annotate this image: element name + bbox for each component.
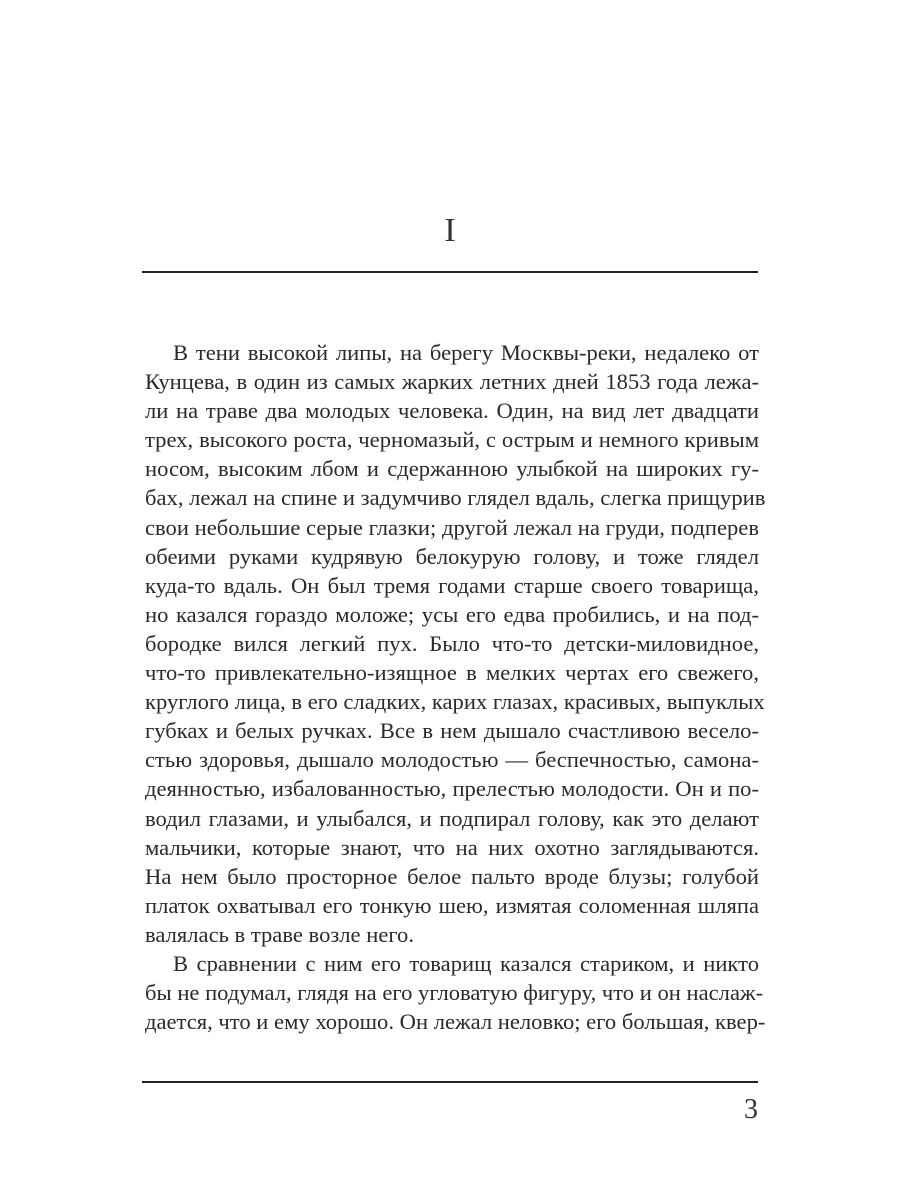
text-line: обеими руками кудрявую белокурую голову, и тоже глядел (145, 543, 759, 569)
text-line: В сравнении с ним его товарищ казался стариком, и никто (173, 950, 759, 976)
paragraph (145, 338, 766, 949)
text-line: трех, высокого роста, черномазый, с острым и немного кривым (145, 427, 759, 453)
footer-rule (142, 1081, 758, 1083)
body-text (145, 338, 766, 1036)
text-line: свои небольшие серые глазки; другой лежал на груди, подперев (145, 514, 759, 540)
text-line: бах, лежал на спине и задумчиво глядел вдаль, слегка прищурив (145, 485, 766, 511)
text-line: дается, что и ему хорошо. Он лежал неловко; его большая, квер- (145, 1009, 766, 1035)
text-line: но казался гораздо моложе; усы его едва пробились, и на под- (145, 601, 759, 627)
text-line: круглого лица, в его сладких, карих глазах, красивых, выпуклых (145, 689, 765, 715)
chapter-number: I (444, 212, 456, 249)
paragraph (145, 949, 766, 1036)
text-line: куда-то вдаль. Он был тремя годами старше своего товарища, (145, 572, 759, 598)
text-line: На нем было просторное белое пальто вроде блузы; голубой (145, 863, 759, 889)
page-number: 3 (744, 1094, 758, 1125)
text-line: что-то привлекательно-изящное в мелких чертах его свежего, (145, 660, 759, 686)
text-line: В тени высокой липы, на берегу Москвы-реки, недалеко от (173, 340, 759, 365)
text-line: деянностью, избалованностью, прелестью молодости. Он и по- (145, 776, 759, 802)
text-line: губках и белых ручках. Все в нем дышало счастливою весело- (145, 718, 759, 744)
text-line: бородке вился легкий пух. Было что-то детски-миловидное, (145, 630, 759, 656)
text-line: мальчики, которые знают, что на них охотно заглядываются. (145, 834, 759, 860)
header-rule (142, 271, 758, 273)
text-line: бы не подумал, глядя на его угловатую фигуру, что и он наслаж- (145, 980, 764, 1006)
text-line: ли на траве два молодых человека. Один, на вид лет двадцати (145, 398, 759, 424)
text-line: водил глазами, и улыбался, и подпирал голову, как это делают (145, 805, 759, 831)
text-line: стью здоровья, дышало молодостью — беспечностью, самона- (145, 747, 759, 773)
text-line: носом, высоким лбом и сдержанною улыбкой на широких гу- (145, 456, 759, 482)
text-line: валялась в траве возле него. (145, 921, 415, 947)
text-line: платок охватывал его тонкую шею, измятая соломенная шляпа (145, 892, 759, 918)
text-line: Кунцева, в один из самых жарких летних дней 1853 года лежа- (145, 369, 759, 395)
